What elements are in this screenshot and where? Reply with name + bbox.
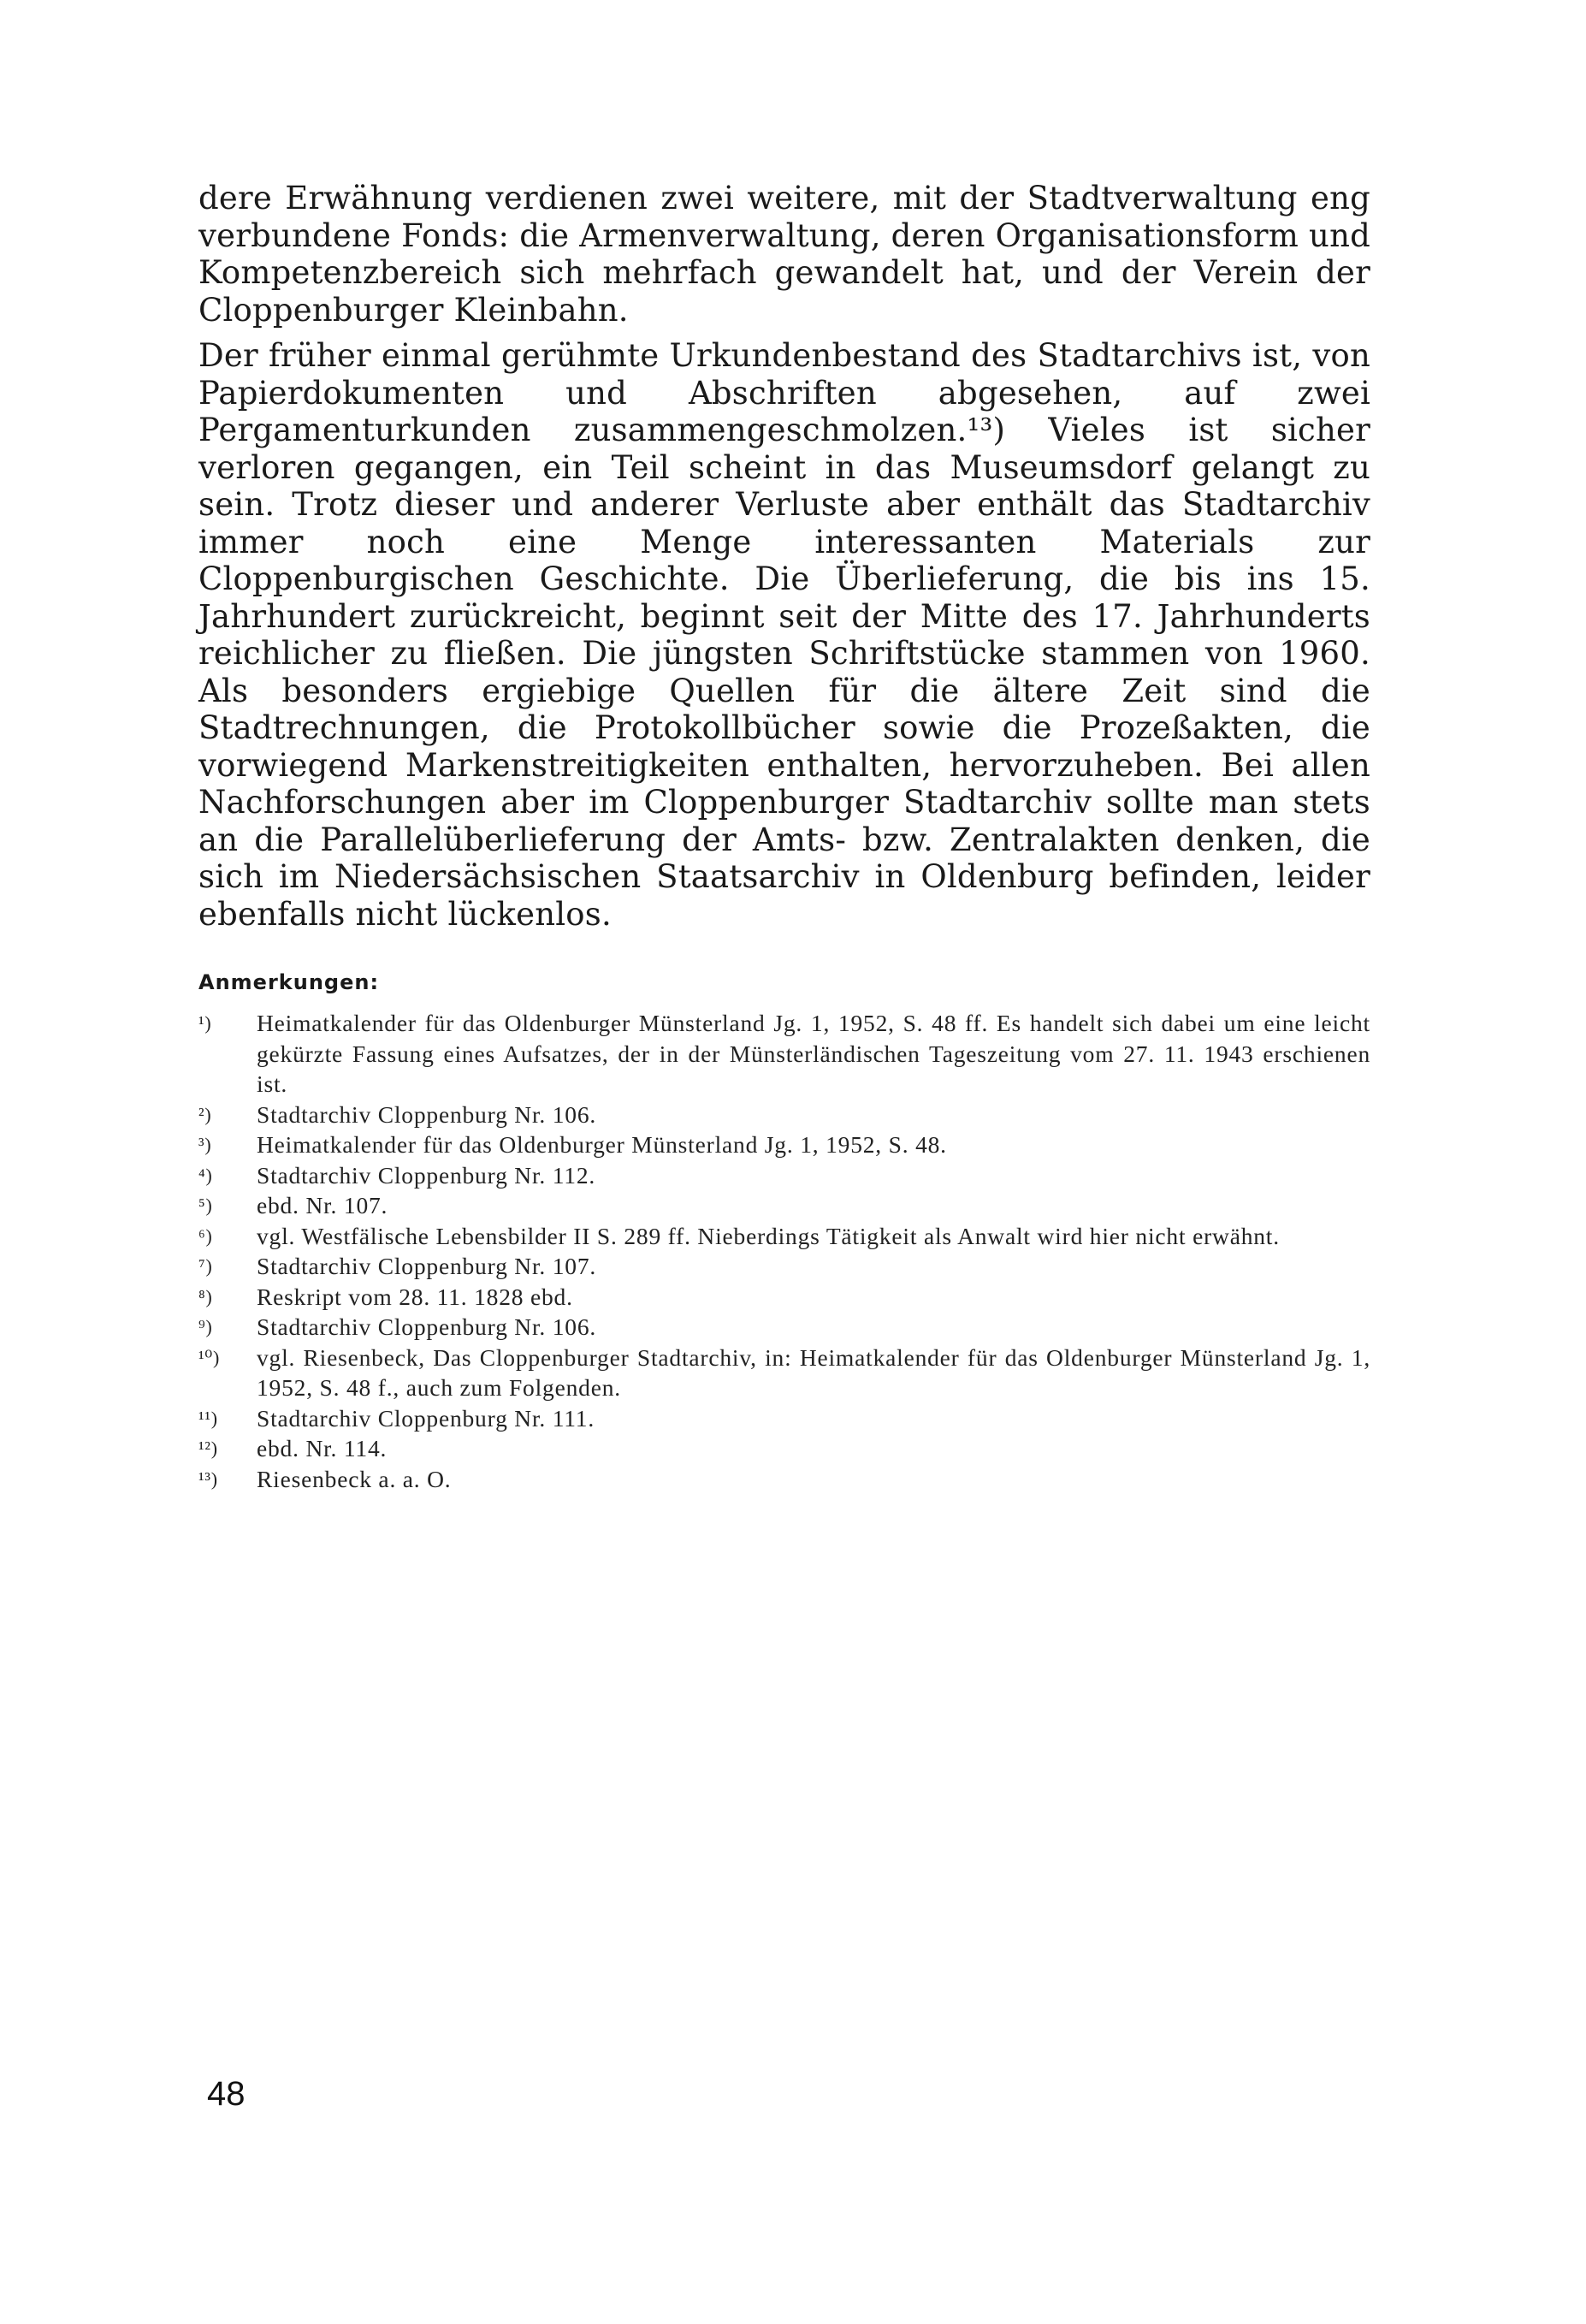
footnote-mark: ⁹) (198, 1316, 213, 1337)
footnote-3 (198, 1129, 1370, 1160)
footnote-mark: ¹¹) (198, 1407, 218, 1429)
footnote-11 (198, 1403, 1370, 1434)
footnote-mark: ⁵) (198, 1195, 213, 1216)
footnote-text: Stadtarchiv Cloppenburg Nr. 112. (257, 1161, 596, 1189)
notes-heading: Anmerkungen: (198, 970, 380, 994)
footnote-mark: ¹³) (198, 1467, 218, 1490)
footnote-text: Stadtarchiv Cloppenburg Nr. 107. (257, 1253, 597, 1279)
footnote-text: Heimatkalender für das Oldenburger Münsterland Jg. 1, 1952, S. 48 ff. Es handelt sich dabei um eine leicht gekürzte Fassung eines Aufsatzes, der in der Münsterländischen Tageszeitung vom 27. 11. 1943 erschienen ist. (257, 1010, 1370, 1097)
footnote-mark: ¹²) (198, 1438, 218, 1459)
page-number: 48 (207, 2075, 246, 2113)
body-paragraph-2: Der früher einmal gerühmte Urkundenbestand des Stadtarchivs ist, von Papierdokumenten und Abschriften abgesehen, auf zwei Pergamenturkunden zusammengeschmolzen.¹³) Vieles ist sicher verloren gegangen, ein Teil scheint in das Museumsdorf gelangt zu sein. Trotz dieser und anderer Verluste aber enthält das Stadtarchiv immer noch eine Menge interessanten Materials zur Cloppenburgischen Geschichte. Die Überlieferung, die bis ins 15. Jahrhundert zurückreicht, beginnt seit der Mitte des 17. Jahrhunderts reichlicher zu fließen. Die jüngsten Schriftstücke stammen von 1960. Als besonders ergiebige Quellen für die ältere Zeit sind die Stadtrechnungen, die Protokollbücher sowie die Prozeßakten, die vorwiegend Markenstreitigkeiten enthalten, hervorzuheben. Bei allen Nachforschungen aber im Cloppenburger Stadtarchiv sollte man stets an die Parallelüberlieferung der Amts- bzw. Zentralakten denken, die sich im Niedersächsischen Staatsarchiv in Oldenburg befinden, leider ebenfalls nicht lückenlos. (198, 337, 1370, 933)
footnote-12 (198, 1433, 1370, 1464)
footnote-10 (198, 1343, 1370, 1403)
footnote-mark: ⁶) (198, 1224, 213, 1247)
footnote-mark: ³) (198, 1134, 212, 1155)
footnote-mark: ¹⁰) (198, 1346, 221, 1368)
footnote-4 (198, 1160, 1370, 1191)
footnote-text: ebd. Nr. 114. (257, 1435, 388, 1461)
footnote-5 (198, 1190, 1370, 1221)
footnote-list (198, 1008, 1370, 1494)
footnote-text: Reskript vom 28. 11. 1828 ebd. (257, 1283, 573, 1310)
footnote-text: Riesenbeck a. a. O. (257, 1465, 452, 1492)
footnote-text: Stadtarchiv Cloppenburg Nr. 106. (257, 1313, 597, 1340)
footnote-8 (198, 1282, 1370, 1313)
body-paragraph-1: dere Erwähnung verdienen zwei weitere, mit der Stadtverwaltung eng verbundene Fonds: die Armenverwaltung, deren Organisationsform und Kompetenzbereich sich mehrfach gewandelt hat, und der Verein der Cloppenburger Kleinbahn. (198, 180, 1370, 329)
footnote-mark: ⁷) (198, 1255, 213, 1277)
footnote-9 (198, 1312, 1370, 1343)
footnote-6 (198, 1221, 1370, 1252)
footnote-7 (198, 1251, 1370, 1282)
footnote-mark: ⁸) (198, 1285, 213, 1307)
footnote-2 (198, 1100, 1370, 1130)
footnote-text: Heimatkalender für das Oldenburger Münsterland Jg. 1, 1952, S. 48. (257, 1131, 947, 1158)
footnote-text: vgl. Riesenbeck, Das Cloppenburger Stadtarchiv, in: Heimatkalender für das Oldenburger Münsterland Jg. 1, 1952, S. 48 f., auch zum Folgenden. (257, 1343, 1370, 1401)
footnote-mark: ⁴) (198, 1164, 213, 1186)
footnote-1 (198, 1008, 1370, 1100)
footnote-mark: ²) (198, 1103, 212, 1125)
footnote-text: Stadtarchiv Cloppenburg Nr. 111. (257, 1404, 595, 1432)
footnote-text: Stadtarchiv Cloppenburg Nr. 106. (257, 1100, 597, 1128)
footnote-text: vgl. Westfälische Lebensbilder II S. 289 ff. Nieberdings Tätigkeit als Anwalt wird hier nicht erwähnt. (257, 1222, 1280, 1249)
page-content (198, 180, 1370, 1494)
footnote-13 (198, 1464, 1370, 1495)
footnote-mark: ¹) (198, 1012, 212, 1034)
footnote-text: ebd. Nr. 107. (257, 1192, 388, 1218)
